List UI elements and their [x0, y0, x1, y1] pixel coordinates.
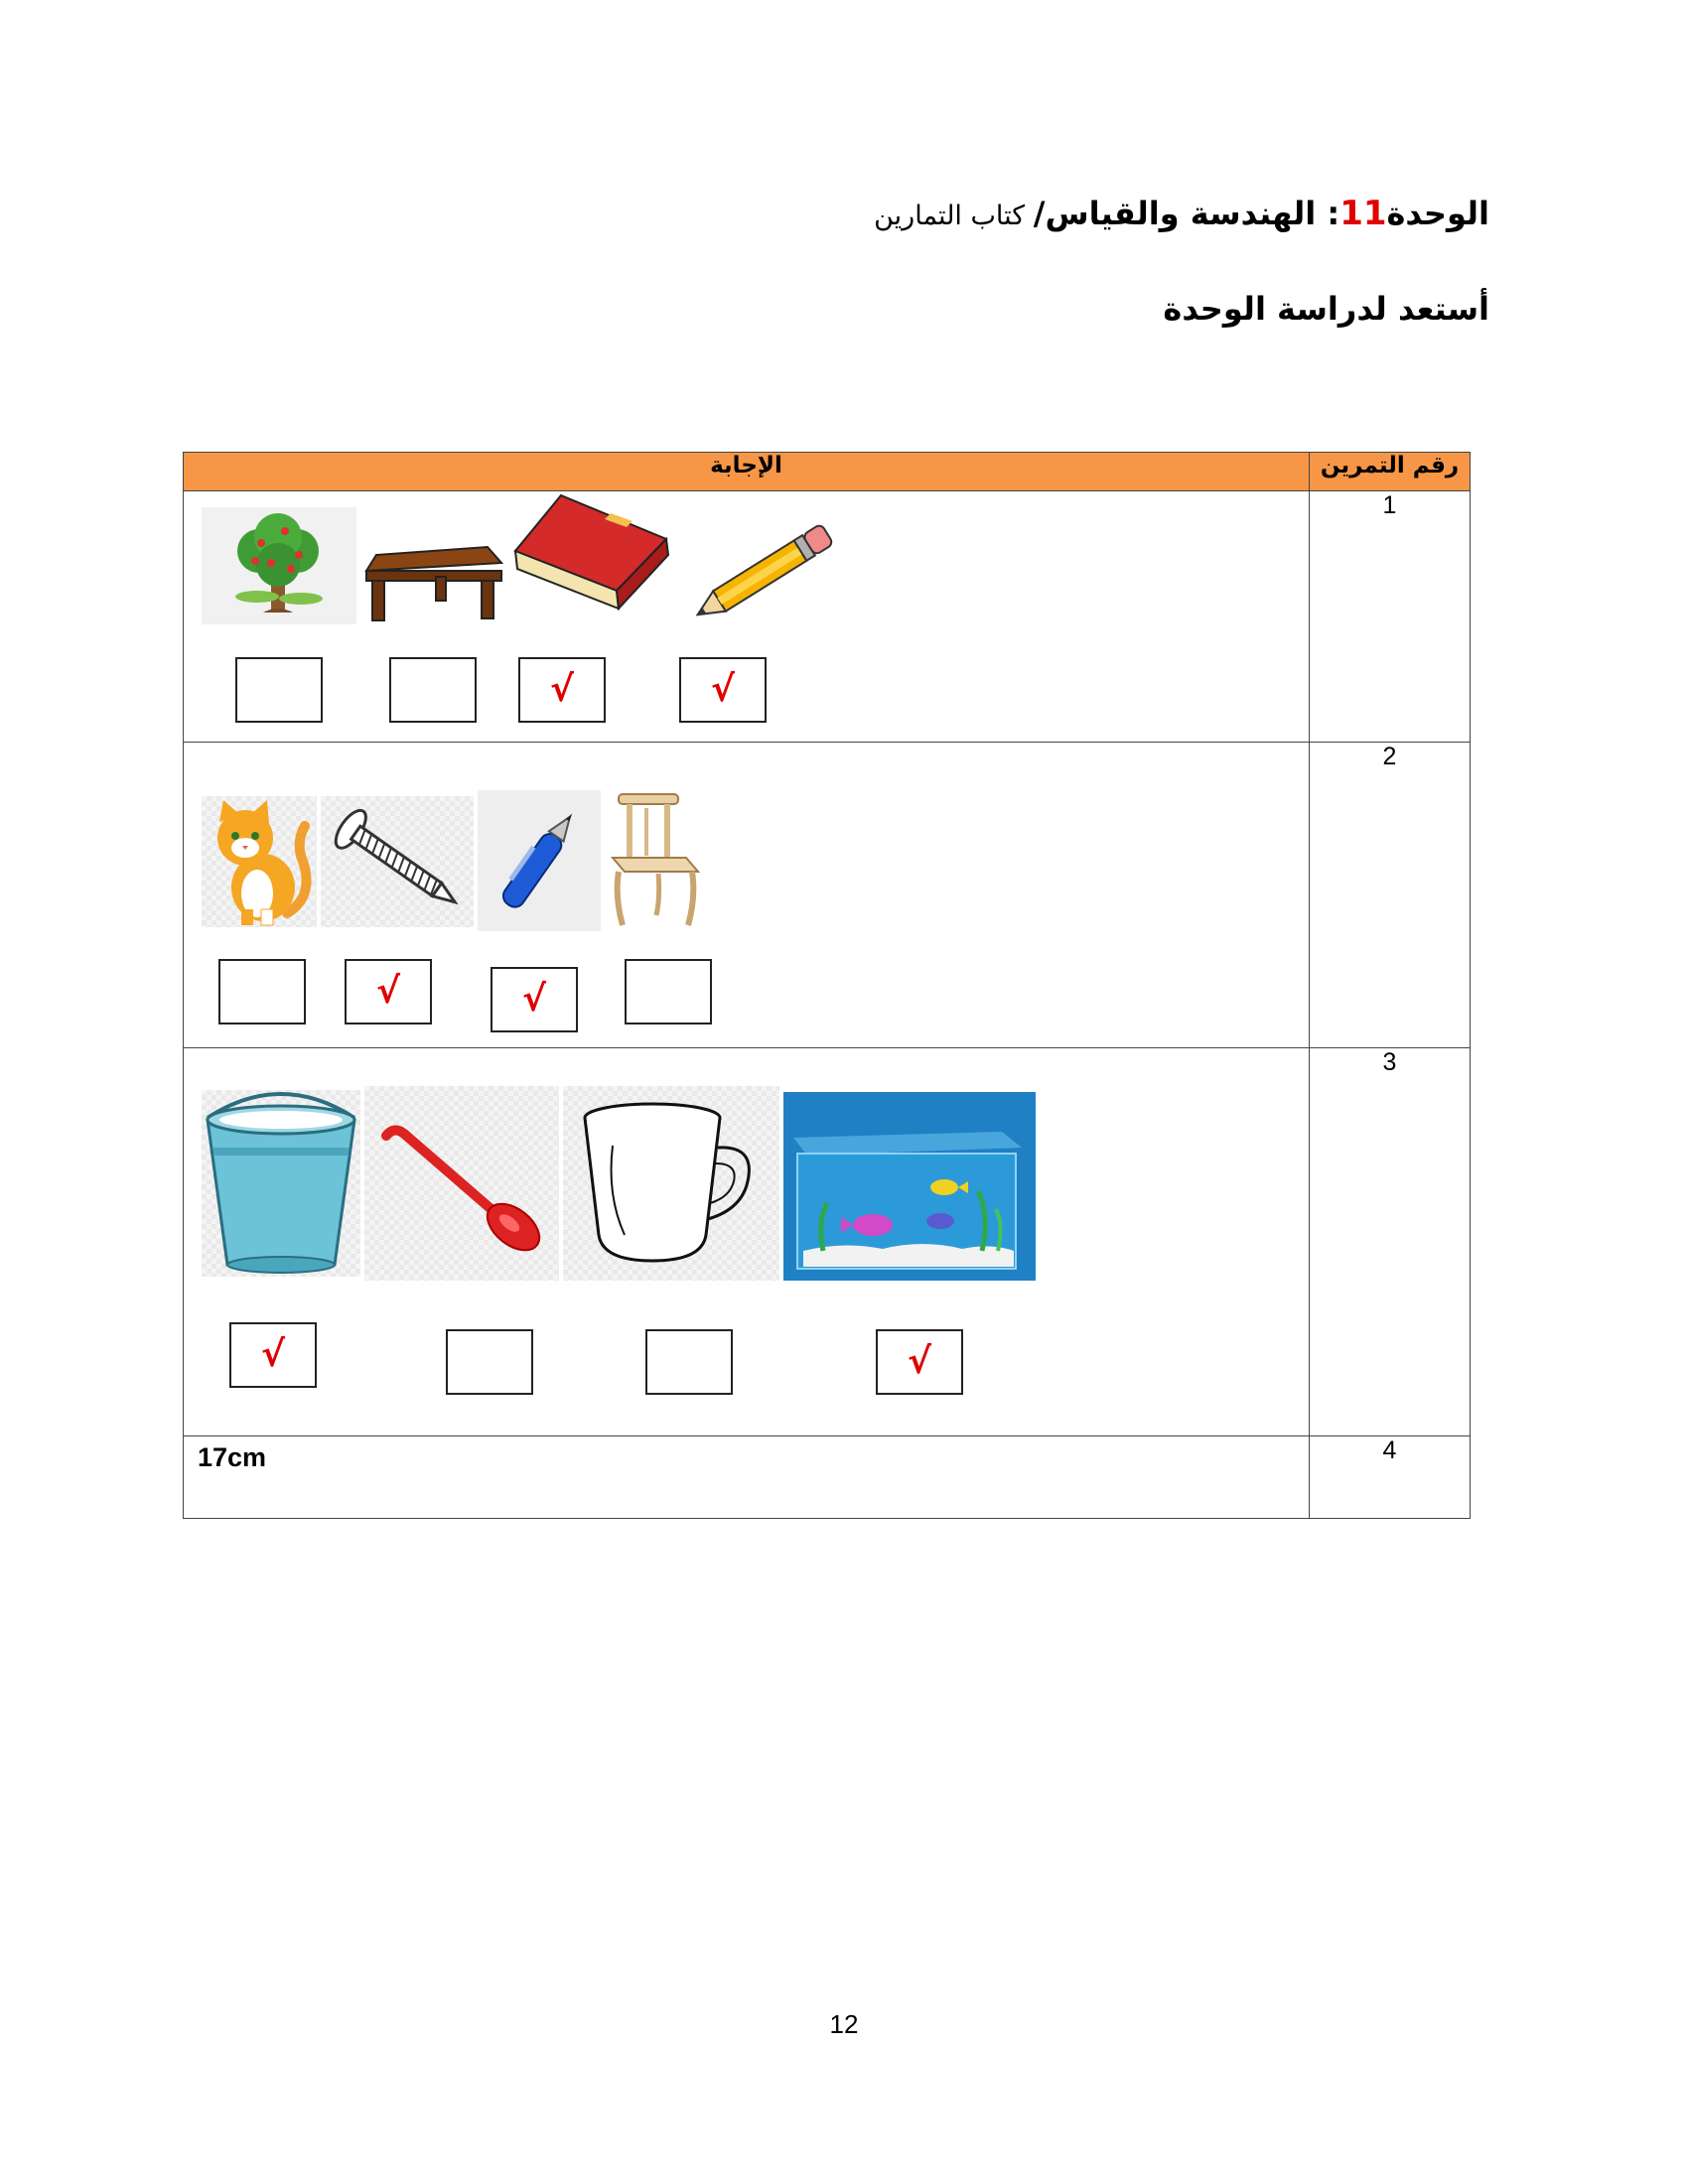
answer-cell	[184, 491, 1310, 743]
check-mark: √	[549, 669, 574, 710]
table-row	[184, 491, 1471, 743]
exercise-number: 3	[1310, 1048, 1471, 1436]
check-mark: √	[521, 979, 546, 1020]
table-header-row	[184, 453, 1471, 491]
checkbox[interactable]	[389, 657, 477, 723]
checkbox[interactable]	[345, 959, 432, 1024]
unit-heading	[874, 194, 1489, 233]
mug-icon	[563, 1086, 779, 1281]
checkbox[interactable]	[229, 1322, 317, 1388]
page-number: 12	[829, 2009, 859, 2039]
check-mark: √	[710, 669, 735, 710]
table-row	[184, 1436, 1471, 1519]
screw-icon	[321, 796, 474, 927]
exercise-number: 4	[1310, 1436, 1471, 1519]
checkbox[interactable]	[679, 657, 767, 723]
checkbox[interactable]	[235, 657, 323, 723]
table-row	[184, 1048, 1471, 1436]
checkbox[interactable]	[876, 1329, 963, 1395]
table-row	[184, 743, 1471, 1048]
pen-icon	[478, 790, 601, 931]
answer-cell	[184, 1436, 1310, 1519]
table-icon	[362, 541, 503, 622]
answers-table	[183, 452, 1471, 1519]
pencil-icon	[676, 521, 847, 628]
checkbox[interactable]	[218, 959, 306, 1024]
tree-icon	[202, 507, 356, 624]
answer-column-header: الإجابة	[184, 453, 1310, 491]
unit-title: : الهندسة والقياس/	[1033, 195, 1340, 232]
book-subtitle: كتاب التمارين	[874, 201, 1034, 231]
check-mark: √	[375, 971, 400, 1012]
book-icon	[511, 491, 672, 611]
unit-number: 11	[1339, 194, 1387, 233]
bucket-icon	[202, 1090, 360, 1277]
check-mark: √	[907, 1341, 931, 1382]
unit-label: الوحدة	[1386, 195, 1489, 232]
checkbox[interactable]	[518, 657, 606, 723]
exercise-column-header: رقم التمرين	[1310, 453, 1471, 491]
answer-cell	[184, 743, 1310, 1048]
aquarium-icon	[783, 1092, 1036, 1281]
exercise-number: 1	[1310, 491, 1471, 743]
section-title: أستعد لدراسة الوحدة	[1163, 290, 1489, 328]
checkbox[interactable]	[446, 1329, 533, 1395]
answer-cell	[184, 1048, 1310, 1436]
exercise-number: 2	[1310, 743, 1471, 1048]
answer-text: 17cm	[198, 1442, 267, 1472]
checkbox[interactable]	[491, 967, 578, 1032]
checkbox[interactable]	[645, 1329, 733, 1395]
checkbox[interactable]	[625, 959, 712, 1024]
chair-icon	[605, 788, 702, 931]
check-mark: √	[260, 1334, 285, 1375]
cat-icon	[202, 796, 317, 927]
spoon-icon	[364, 1086, 559, 1281]
